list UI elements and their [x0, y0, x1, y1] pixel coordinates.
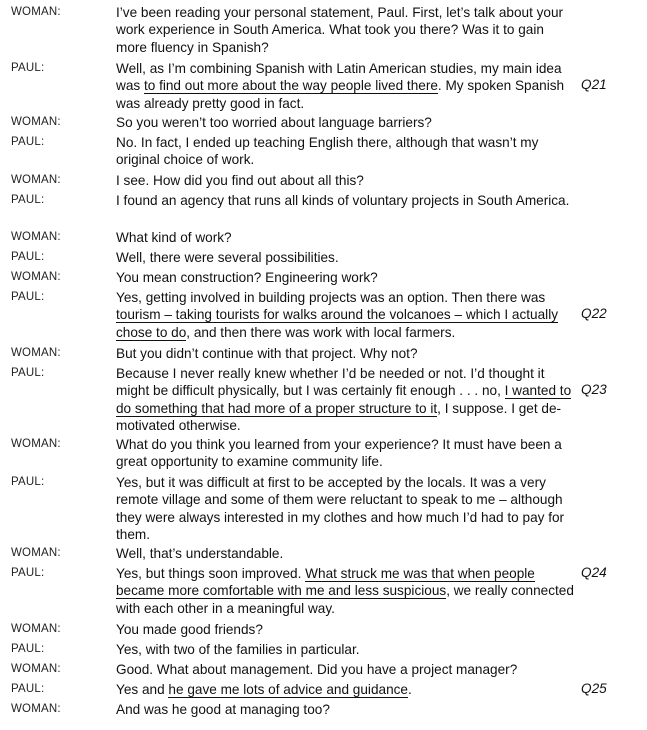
speaker-label: WOMAN:	[11, 6, 61, 18]
speech-fragment: Good. What about management. Did you have a project manager?	[116, 662, 518, 677]
speaker-label: PAUL:	[11, 643, 45, 655]
speech-fragment: You mean construction? Engineering work?	[116, 270, 378, 285]
speaker-label: PAUL:	[11, 194, 45, 206]
speech-fragment: . My spoken Spanish was already pretty good in fact.	[116, 78, 565, 111]
speech-text	[116, 60, 578, 112]
answer-underline: What struck me was that when people became more comfortable with me and less suspicious	[116, 566, 535, 599]
speech-fragment: Yes and	[116, 682, 169, 697]
speech-fragment: Well, there were several possibilities.	[116, 250, 339, 265]
speech-text	[116, 172, 578, 189]
speech-text	[116, 545, 578, 562]
speech-text	[116, 565, 578, 617]
question-number: Q25	[581, 681, 607, 696]
speaker-label: WOMAN:	[11, 663, 61, 675]
speech-text	[116, 641, 578, 658]
speaker-label: WOMAN:	[11, 438, 61, 450]
speech-text	[116, 229, 578, 246]
speech-fragment: Yes, with two of the families in particular.	[116, 642, 360, 657]
speaker-label: PAUL:	[11, 683, 45, 695]
speech-text	[116, 701, 578, 718]
speech-fragment: Well, as I’m combining Spanish with Latin American studies, my main idea was	[116, 61, 562, 94]
speech-fragment: So you weren’t too worried about language barriers?	[116, 115, 432, 130]
answer-underline: I wanted to do something that had more of a proper structure to it	[116, 383, 572, 416]
speech-text	[116, 269, 578, 286]
speaker-label: PAUL:	[11, 367, 45, 379]
speaker-label: WOMAN:	[11, 347, 61, 359]
answer-underline: tourism – taking tourists for walks around the volcanoes – which I actually chose to do	[116, 307, 559, 340]
question-number: Q21	[581, 77, 607, 92]
speech-text	[116, 681, 578, 698]
speech-fragment: , and then there was work with local farmers.	[186, 324, 456, 340]
speech-fragment: Yes, getting involved in building projects was an option. Then there was	[116, 290, 546, 305]
speech-fragment: I see. How did you find out about all this?	[116, 173, 364, 188]
speech-text	[116, 4, 578, 56]
speaker-label: WOMAN:	[11, 174, 61, 186]
speech-fragment: Yes, but things soon improved.	[116, 566, 306, 581]
speech-text	[116, 436, 578, 471]
speech-fragment: You made good friends?	[116, 622, 263, 637]
speaker-label: PAUL:	[11, 567, 45, 579]
speech-fragment: Well, that’s understandable.	[116, 546, 284, 561]
speech-text	[116, 661, 578, 678]
speech-fragment: I found an agency that runs all kinds of voluntary projects in South America.	[116, 193, 570, 208]
speech-text	[116, 289, 578, 341]
speaker-label: PAUL:	[11, 136, 45, 148]
answer-underline: to find out more about the way people lived there	[143, 78, 438, 94]
speech-text	[116, 249, 578, 266]
speech-fragment: What do you think you learned from your experience? It must have been a great opportunity to examine community life.	[116, 437, 562, 470]
speech-fragment: , I suppose. I get de-motivated otherwise.	[116, 400, 562, 433]
speech-text	[116, 621, 578, 638]
speaker-label: PAUL:	[11, 291, 45, 303]
speech-text	[116, 192, 578, 209]
speech-text	[116, 365, 578, 434]
speech-fragment: .	[408, 682, 412, 697]
speech-fragment: What kind of work?	[116, 230, 232, 245]
speaker-label: WOMAN:	[11, 231, 61, 243]
speech-fragment: Because I never really knew whether I’d be needed or not. I’d thought it might be difficult physically, but I was certainly fit enough . . . no,	[116, 366, 545, 399]
speaker-label: WOMAN:	[11, 703, 61, 715]
speech-text	[116, 474, 578, 543]
answer-underline: he gave me lots of advice and guidance	[168, 682, 408, 697]
speech-fragment: But you didn’t continue with that project. Why not?	[116, 346, 418, 361]
speech-text	[116, 134, 578, 169]
speaker-label: PAUL:	[11, 251, 45, 263]
speech-text	[116, 345, 578, 362]
speaker-label: PAUL:	[11, 62, 45, 74]
speaker-label: PAUL:	[11, 476, 45, 488]
speech-text	[116, 114, 578, 131]
question-number: Q22	[581, 306, 607, 321]
speech-fragment: No. In fact, I ended up teaching English there, although that wasn’t my original choice of work.	[116, 135, 539, 168]
speech-fragment: And was he good at managing too?	[116, 702, 330, 717]
question-number: Q24	[581, 565, 607, 580]
speech-fragment: I’ve been reading your personal statement, Paul. First, let’s talk about your work experience in South America. What took you there? Was it to gain more fluency in Spanish?	[116, 5, 564, 55]
speech-fragment: , we really connected with each other in a meaningful way.	[116, 583, 574, 616]
speech-fragment: Yes, but it was difficult at first to be accepted by the locals. It was a very remote village and some of them were reluctant to speak to me – although they were always interested in my clothes and how much I’d had to pay for them.	[116, 475, 565, 542]
speaker-label: WOMAN:	[11, 623, 61, 635]
speaker-label: WOMAN:	[11, 271, 61, 283]
speaker-label: WOMAN:	[11, 547, 61, 559]
question-number: Q23	[581, 382, 607, 397]
speaker-label: WOMAN:	[11, 116, 61, 128]
